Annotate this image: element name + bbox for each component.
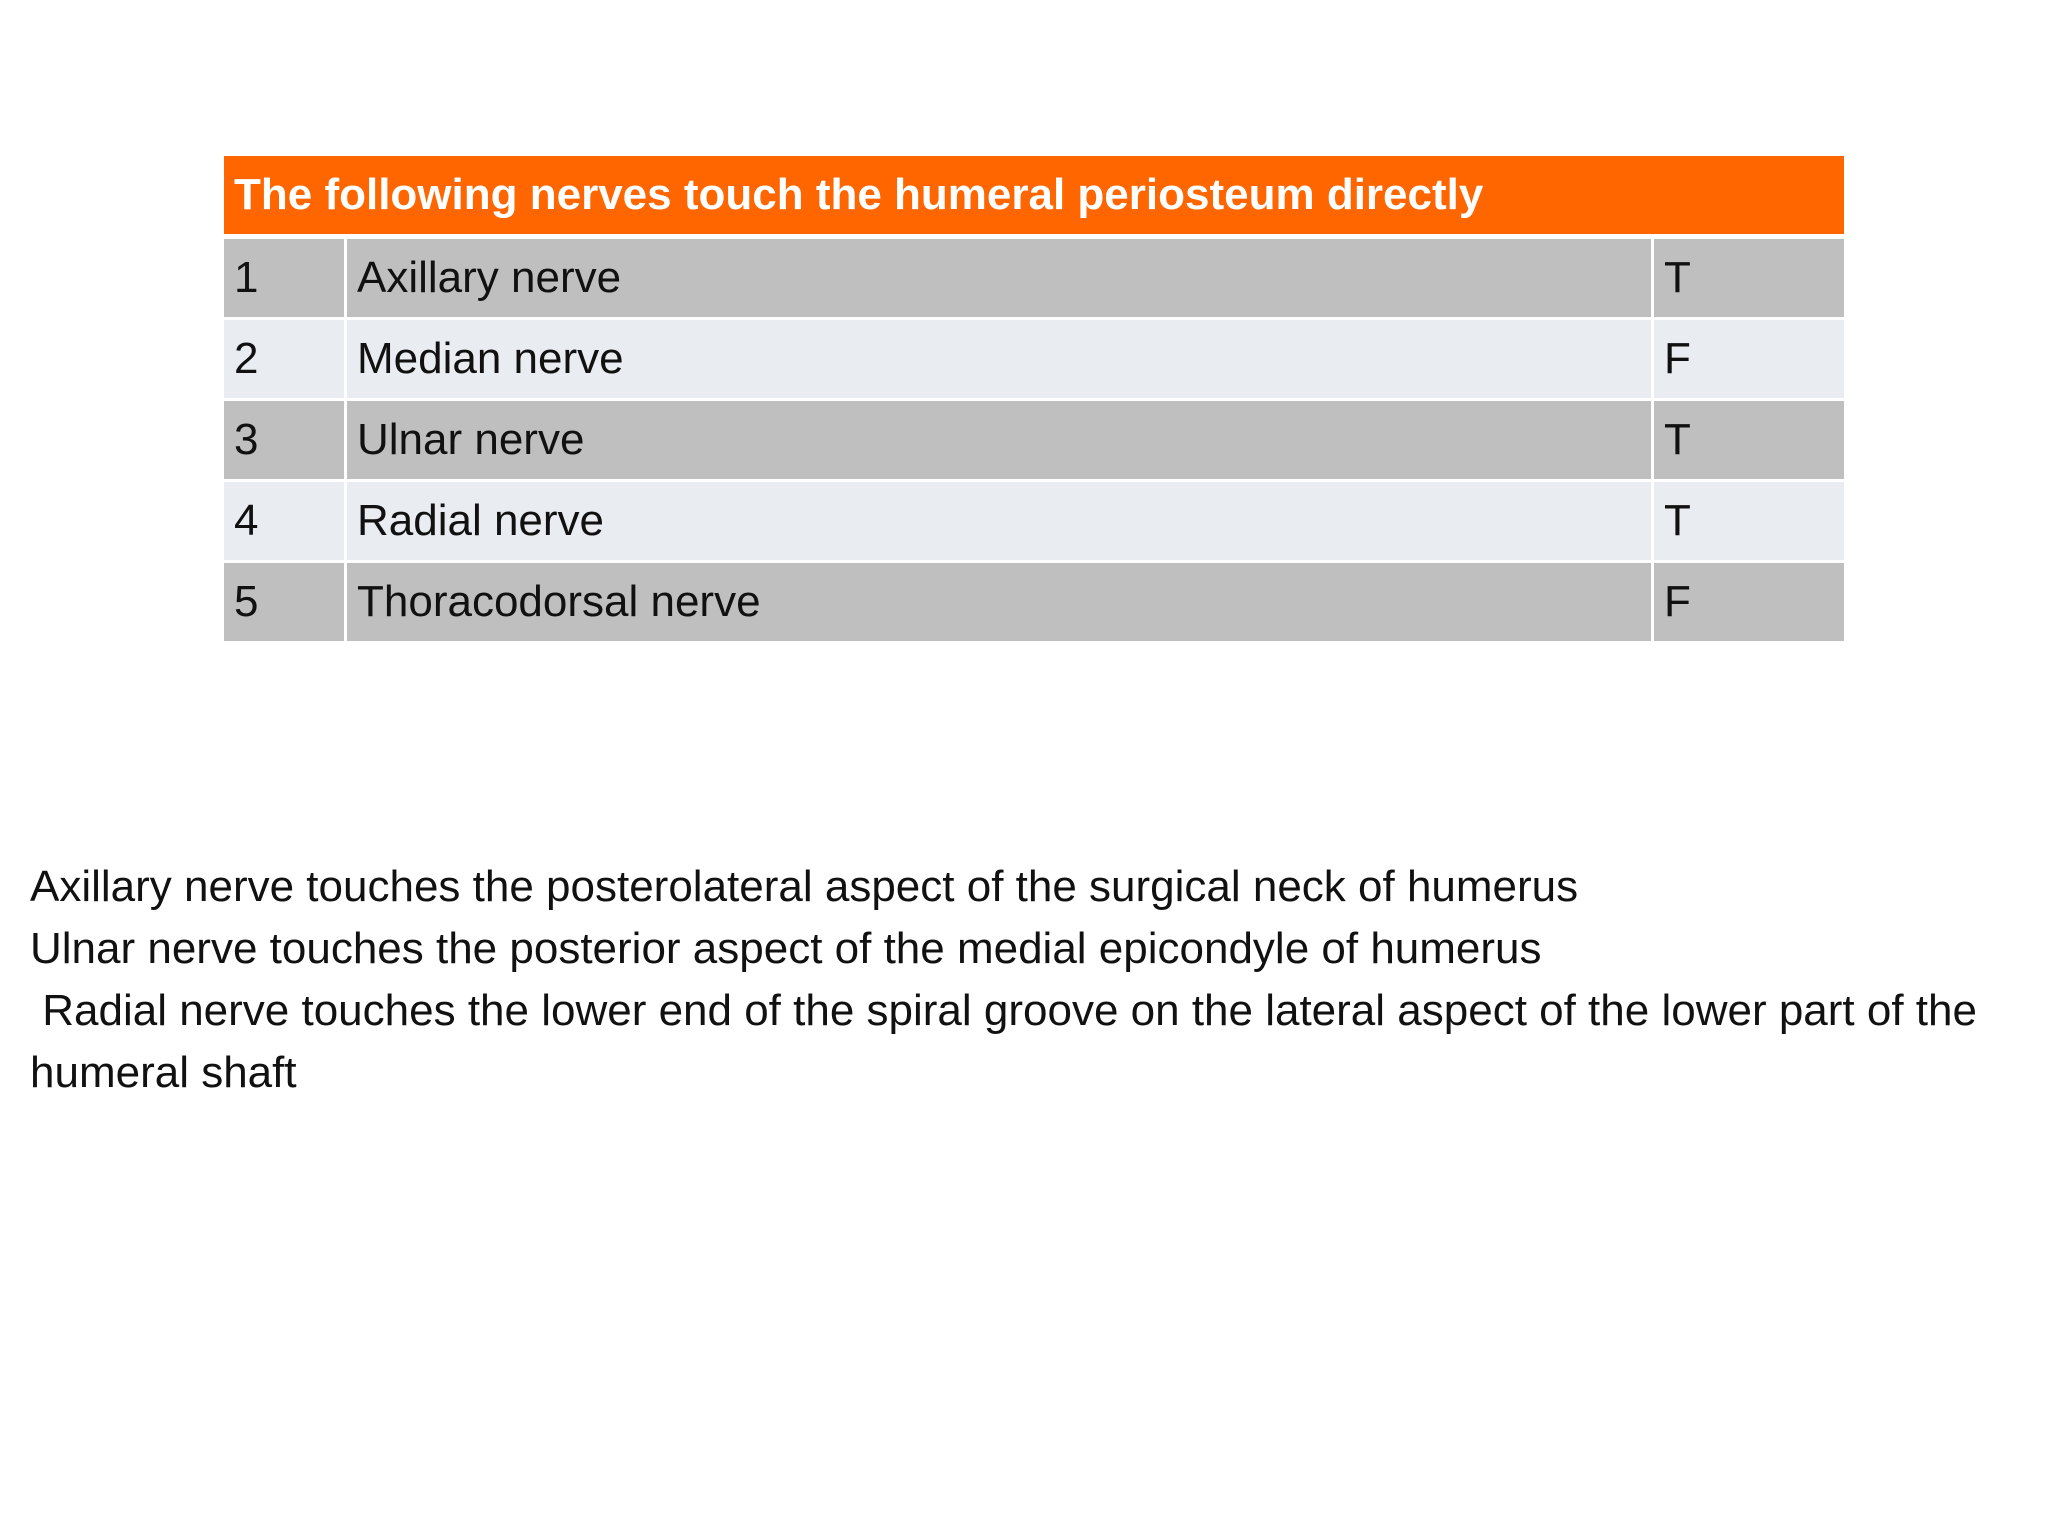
answer-value: F (1651, 563, 1844, 644)
row-number: 5 (224, 563, 344, 644)
nerve-name: Radial nerve (344, 482, 1651, 563)
answer-value: T (1651, 401, 1844, 482)
question-table (224, 156, 1844, 644)
answer-value: F (1651, 320, 1844, 401)
table-row (224, 482, 1844, 563)
table-row (224, 401, 1844, 482)
table-row (224, 320, 1844, 401)
table-title: The following nerves touch the humeral periosteum directly (224, 156, 1844, 239)
nerve-name: Median nerve (344, 320, 1651, 401)
nerve-name: Thoracodorsal nerve (344, 563, 1651, 644)
table-header-row (224, 156, 1844, 239)
nerve-name: Axillary nerve (344, 239, 1651, 320)
explanation-line: Axillary nerve touches the posterolateral aspect of the surgical neck of humerus (30, 862, 1579, 911)
answer-value: T (1651, 239, 1844, 320)
explanation-line: Ulnar nerve touches the posterior aspect of the medial epicondyle of humerus (30, 924, 1542, 973)
row-number: 2 (224, 320, 344, 401)
table-row (224, 563, 1844, 644)
explanation-line: Radial nerve touches the lower end of the spiral groove on the lateral aspect of the lower part of the humeral shaft (30, 986, 1990, 1097)
row-number: 1 (224, 239, 344, 320)
answer-value: T (1651, 482, 1844, 563)
nerve-name: Ulnar nerve (344, 401, 1651, 482)
row-number: 3 (224, 401, 344, 482)
explanation-text (30, 856, 1990, 1104)
row-number: 4 (224, 482, 344, 563)
table-row (224, 239, 1844, 320)
